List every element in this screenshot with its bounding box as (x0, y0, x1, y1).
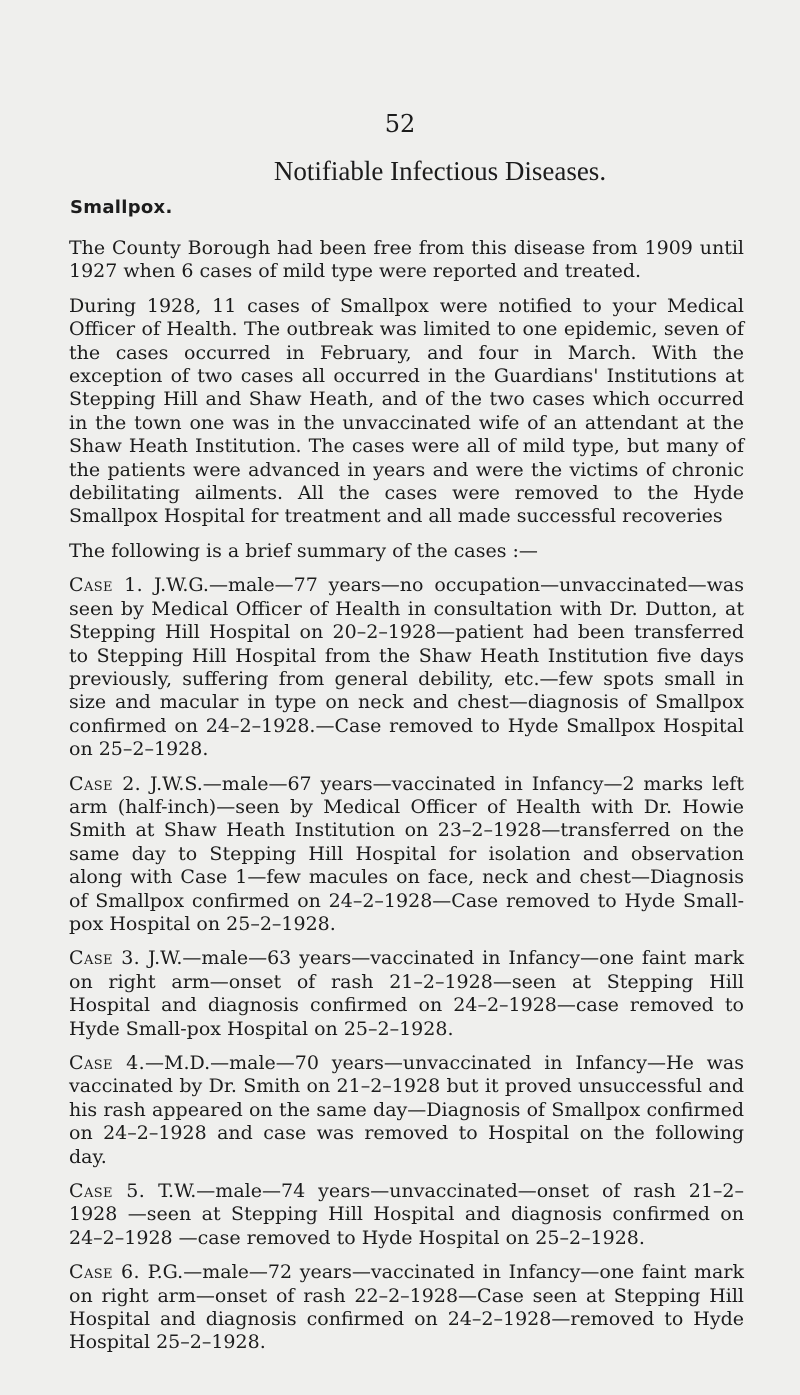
case-label: Case 1. (69, 574, 144, 597)
page-number: 52 (384, 110, 416, 138)
case-label: Case 6. (69, 1261, 140, 1284)
case-details: J.W.S.—male—67 years—vaccinated in Infancy—2 marks left arm (half-inch)—seen by Medical Officer of Health with Dr. Howie Smith at Shaw Heath Institution on 23–2–1928—transferred on the same day to Stepping Hill Hospital for isolation and observation along with Case 1—few macules on face, neck and chest—Diagnosis of Smallpox confirmed on 24–2–1928—Case removed to Hyde Small-pox Hospital on 25–2–1928. (69, 772, 744, 935)
paragraph-history: The County Borough had been free from this disease from 1909 until 1927 when 6 cases of mild type were reported and treated. (69, 237, 744, 283)
case-details: J.W.—male—63 years—vaccinated in Infancy—one faint mark on right arm—onset of rash 21–2–1928—seen at Stepping Hill Hospital and diagnosis confirmed on 24–2–1928—case removed to Hyde Small-pox Hospital on 25–2–1928. (69, 947, 744, 1040)
page-title: Notifiable Infectious Diseases. (273, 156, 607, 186)
case-details: —M.D.—male—70 years—unvaccinated in Infancy—He was vaccinated by Dr. Smith on 21–2–1928 but it proved unsuccessful and his rash appeared on the same day—Diagnosis of Smallpox confirmed on 24–2–1928 and case was removed to Hospital on the following day. (69, 1052, 744, 1168)
case-entry (69, 574, 744, 761)
case-label: Case 3. (69, 947, 141, 970)
case-details: P.G.—male—72 years—vaccinated in Infancy—one faint mark on right arm—onset of rash 22–2–1928—Case seen at Stepping Hill Hospital and diagnosis confirmed on 24–2–1928—removed to Hyde Hospital 25–2–1928. (69, 1261, 744, 1354)
case-entry (69, 773, 744, 937)
case-entry (69, 947, 744, 1041)
case-entry (69, 1052, 744, 1169)
paragraph-outbreak-1928: During 1928, 11 cases of Smallpox were notified to your Medical Officer of Health. The outbreak was limited to one epidemic, seven of the cases occurred in February, and four in March. With the exception of two cases all occurred in the Guardians' Institutions at Stepping Hill and Shaw Heath, and of the two cases which occurred in the town one was in the unvaccinated wife of an attendant at the Shaw Heath Institution. The cases were all of mild type, but many of the patients were advanced in years and were the victims of chronic debilitating ailments. All the cases were removed to the Hyde Smallpox Hospital for treatment and all made successful recoveries (69, 294, 744, 528)
document-body (69, 237, 744, 1366)
case-label: Case 5. (69, 1180, 146, 1203)
case-label: Case 4. (69, 1052, 146, 1074)
case-details: T.W.—male—74 years—unvaccinated—onset of rash 21–2–1928 —seen at Stepping Hill Hospital and diagnosis confirmed on 24–2–1928 —case removed to Hyde Hospital on 25–2–1928. (69, 1180, 744, 1249)
case-entry (69, 1180, 744, 1250)
case-label: Case 2. (69, 772, 142, 795)
case-entry (69, 1261, 744, 1355)
case-details: J.W.G.—male—77 years—no occupation—unvaccinated—was seen by Medical Officer of Health in consultation with Dr. Dutton, at Stepping Hill Hospital on 20–2–1928—patient had been transferred to Stepping Hill Hospital from the Shaw Heath Institution five days previously, suffering from general debility, etc.—few spots small in size and macular in type on neck and chest—diagnosis of Smallpox confirmed on 24–2–1928.—Case removed to Hyde Smallpox Hospital on 25–2–1928. (69, 574, 744, 761)
section-heading-smallpox: Smallpox. (70, 197, 173, 218)
paragraph-summary-intro: The following is a brief summary of the cases :— (69, 539, 538, 562)
